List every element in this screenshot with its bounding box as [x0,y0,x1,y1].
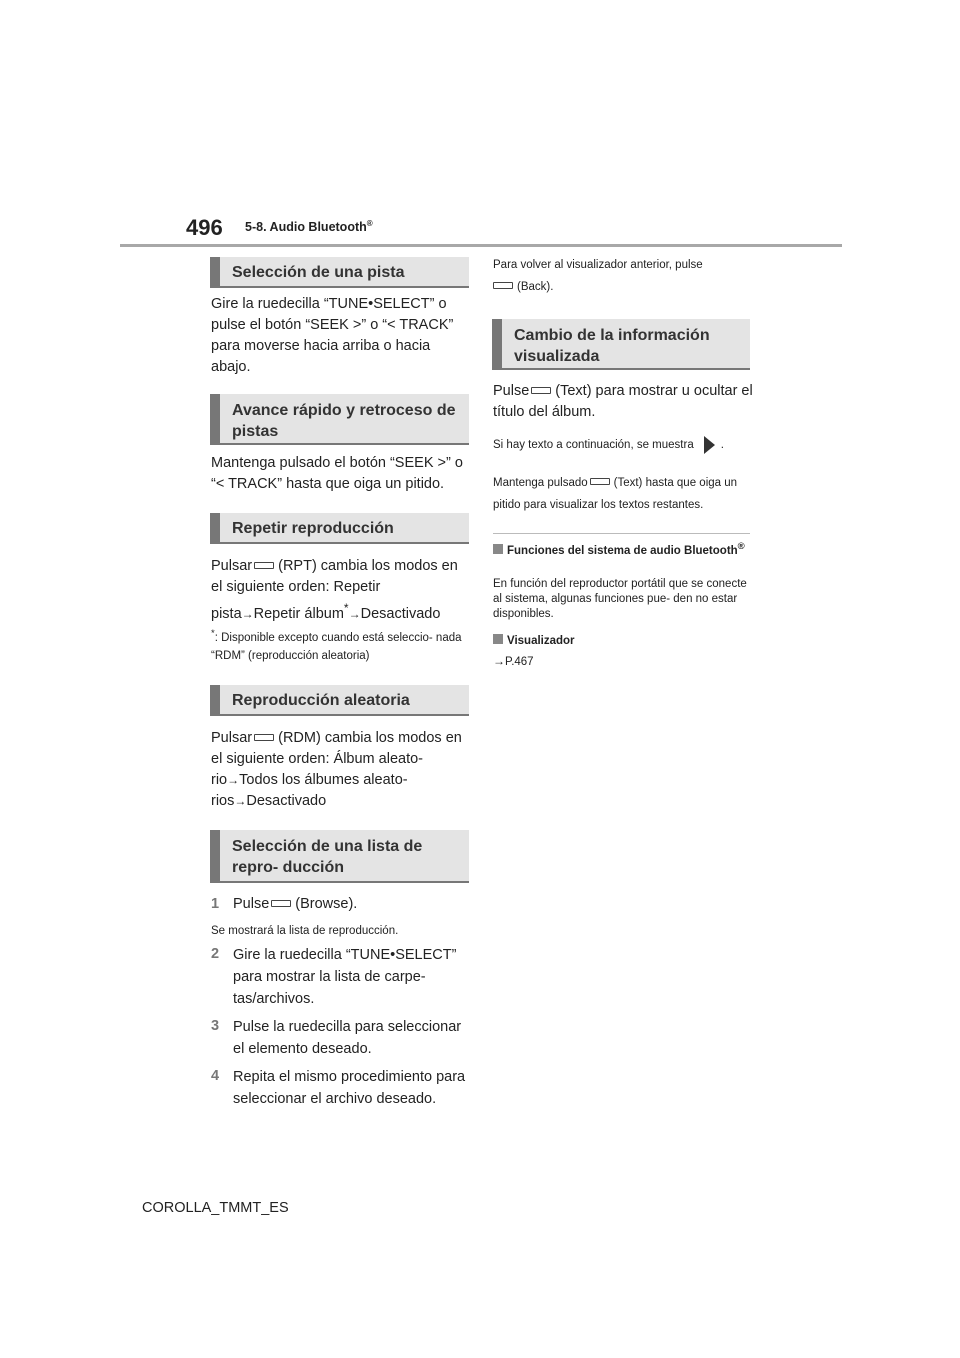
paragraph-track-selection: Gire la ruedecilla “TUNE•SELECT” o pulse el botón “SEEK >” o “< TRACK” para moverse hacia arriba o hacia abajo. [211,296,454,375]
heading-random: Reproducción aleatoria [210,685,469,716]
text-button-icon [590,478,610,485]
page-number: 496 [186,215,223,240]
paragraph-random: Pulsar (RDM) cambia los modos en el siguiente orden: Álbum aleato- rio→Todos los álbumes aleato- rios→Desactivado [211,730,462,809]
header-rule [120,244,842,247]
rpt-button-icon [254,562,274,569]
step-4: 4 Repita el mismo procedimiento para seleccionar el archivo deseado. [211,1068,466,1107]
arrow-icon: → [234,794,247,808]
square-bullet-icon [493,544,503,554]
square-bullet-icon [493,634,503,644]
back-button-icon [493,282,513,289]
heading-change-info: Cambio de la información visualizada [492,319,750,370]
section-title: 5-8. Audio Bluetooth® [245,219,373,235]
arrow-icon: → [493,654,505,668]
step-1-note: Se mostrará la lista de reproducción. [211,925,399,937]
arrow-icon: → [227,773,240,787]
step-2: 2 Gire la ruedecilla “TUNE•SELECT” para mostrar la lista de carpe- tas/archivos. [211,946,457,1007]
arrow-icon: → [348,606,361,621]
heading-playlist: Selección de una lista de repro- ducción [210,830,469,883]
back-instruction: Para volver al visualizador anterior, pulse (Back). [493,259,703,293]
browse-button-icon [271,900,291,907]
arrow-icon: → [241,606,254,621]
text-button-icon [531,387,551,394]
heading-repeat: Repetir reproducción [210,513,469,544]
divider [493,533,750,534]
paragraph-bt-functions: En función del reproductor portátil que se conecte al sistema, algunas funciones pue- den no estar disponibles. [493,578,747,620]
heading-track-selection: Selección de una pista [210,257,469,288]
step-3: 3 Pulse la ruedecilla para seleccionar el elemento deseado. [211,1018,462,1057]
heading-fast-forward: Avance rápido y retroceso de pistas [210,394,469,445]
subheading-display: Visualizador [493,632,753,650]
footnote-repeat: *: Disponible excepto cuando está seleccio- nada “RDM” (reproducción aleatoria) [211,628,462,662]
reference-display[interactable]: →P.467 [493,654,534,668]
footer-doc-id: COROLLA_TMMT_ES [142,1200,289,1216]
subheading-bt-functions: Funciones del sistema de audio Bluetooth® [493,537,753,561]
note-hold-text: Mantenga pulsado (Text) hasta que oiga un pitido para visualizar los textos restantes. [493,477,738,511]
play-arrow-icon [704,436,715,454]
note-more-text: Si hay texto a continuación, se muestra . [493,436,755,454]
paragraph-repeat: Pulsar (RPT) cambia los modos en el siguiente orden: Repetir pista→Repetir álbum*→Desactivado [211,558,458,622]
paragraph-fast-forward: Mantenga pulsado el botón “SEEK >” o “< TRACK” hasta que oiga un pitido. [211,455,463,492]
step-1: 1 Pulse (Browse). [211,896,358,912]
rdm-button-icon [254,734,274,741]
paragraph-change-info: Pulse (Text) para mostrar u ocultar el título del álbum. [493,383,753,420]
